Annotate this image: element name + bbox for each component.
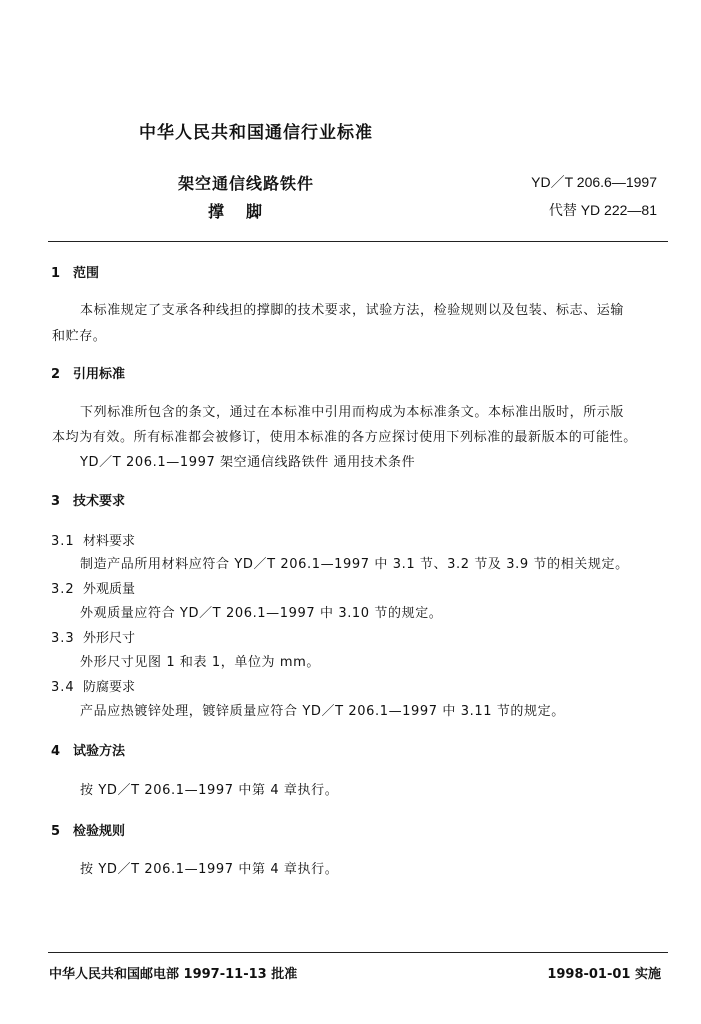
section-4-text: 按 YD／T 206.1—1997 中第 4 章执行。 — [80, 783, 339, 798]
section-title: 试验方法 — [73, 744, 126, 759]
section-title: 引用标准 — [73, 367, 126, 382]
section-number: 3 — [51, 494, 61, 509]
section-5-text: 按 YD／T 206.1—1997 中第 4 章执行。 — [80, 862, 339, 877]
subsection-number: 3.4 — [51, 680, 75, 695]
section-title: 检验规则 — [73, 824, 126, 839]
standard-category: 中华人民共和国通信行业标准 — [139, 123, 373, 143]
subsection-3-1-heading — [51, 530, 135, 549]
footer-divider — [48, 952, 668, 953]
section-2-text-line2: 本均为有效。所有标准都会被修订，使用本标准的各方应探讨使用下列标准的最新版本的可能性。 — [52, 430, 637, 445]
section-2-text-line1: 下列标准所包含的条文，通过在本标准中引用而构成为本标准条文。本标准出版时，所示版 — [80, 405, 625, 420]
subsection-title: 材料要求 — [83, 534, 136, 549]
subsection-3-4-heading — [51, 676, 135, 695]
replaces-code: 代替 YD 222—81 — [548, 202, 657, 218]
subsection-number: 3.1 — [51, 534, 75, 549]
subsection-title: 外形尺寸 — [83, 631, 136, 646]
subsection-title: 外观质量 — [83, 582, 136, 597]
subsection-3-3-text: 外形尺寸见图 1 和表 1，单位为 mm。 — [80, 655, 320, 670]
subsection-3-2-text: 外观质量应符合 YD／T 206.1—1997 中 3.10 节的规定。 — [80, 606, 443, 621]
subsection-number: 3.3 — [51, 631, 75, 646]
subsection-title: 防腐要求 — [83, 680, 136, 695]
standard-code: YD／T 206.6—1997 — [531, 174, 657, 190]
header-divider — [48, 241, 668, 242]
subsection-3-3-heading — [51, 627, 135, 646]
section-number: 1 — [51, 266, 61, 281]
effective-date: 1998-01-01 实施 — [547, 967, 661, 982]
section-title: 范围 — [73, 266, 100, 281]
document-title-line2: 撑脚 — [208, 202, 285, 221]
section-1-heading — [51, 262, 99, 281]
section-1-text-line2: 和贮存。 — [52, 329, 107, 344]
section-title: 技术要求 — [73, 494, 126, 509]
section-number: 5 — [51, 824, 61, 839]
section-3-heading — [51, 490, 125, 509]
section-2-reference: YD／T 206.1—1997 架空通信线路铁件 通用技术条件 — [80, 455, 416, 470]
subsection-3-4-text: 产品应热镀锌处理，镀锌质量应符合 YD／T 206.1—1997 中 3.11 节的规定。 — [80, 704, 565, 719]
section-number: 2 — [51, 367, 61, 382]
approval-line: 中华人民共和国邮电部 1997-11-13 批准 — [49, 967, 298, 982]
subsection-3-2-heading — [51, 578, 135, 597]
section-5-heading — [51, 820, 125, 839]
section-4-heading — [51, 740, 125, 759]
subsection-3-1-text: 制造产品所用材料应符合 YD／T 206.1—1997 中 3.1 节、3.2 节及 3.9 节的相关规定。 — [80, 557, 629, 572]
section-number: 4 — [51, 744, 61, 759]
section-1-text-line1: 本标准规定了支承各种线担的撑脚的技术要求，试验方法，检验规则以及包装、标志、运输 — [80, 303, 625, 318]
section-2-heading — [51, 363, 125, 382]
document-title-line1: 架空通信线路铁件 — [178, 174, 315, 193]
subsection-number: 3.2 — [51, 582, 75, 597]
